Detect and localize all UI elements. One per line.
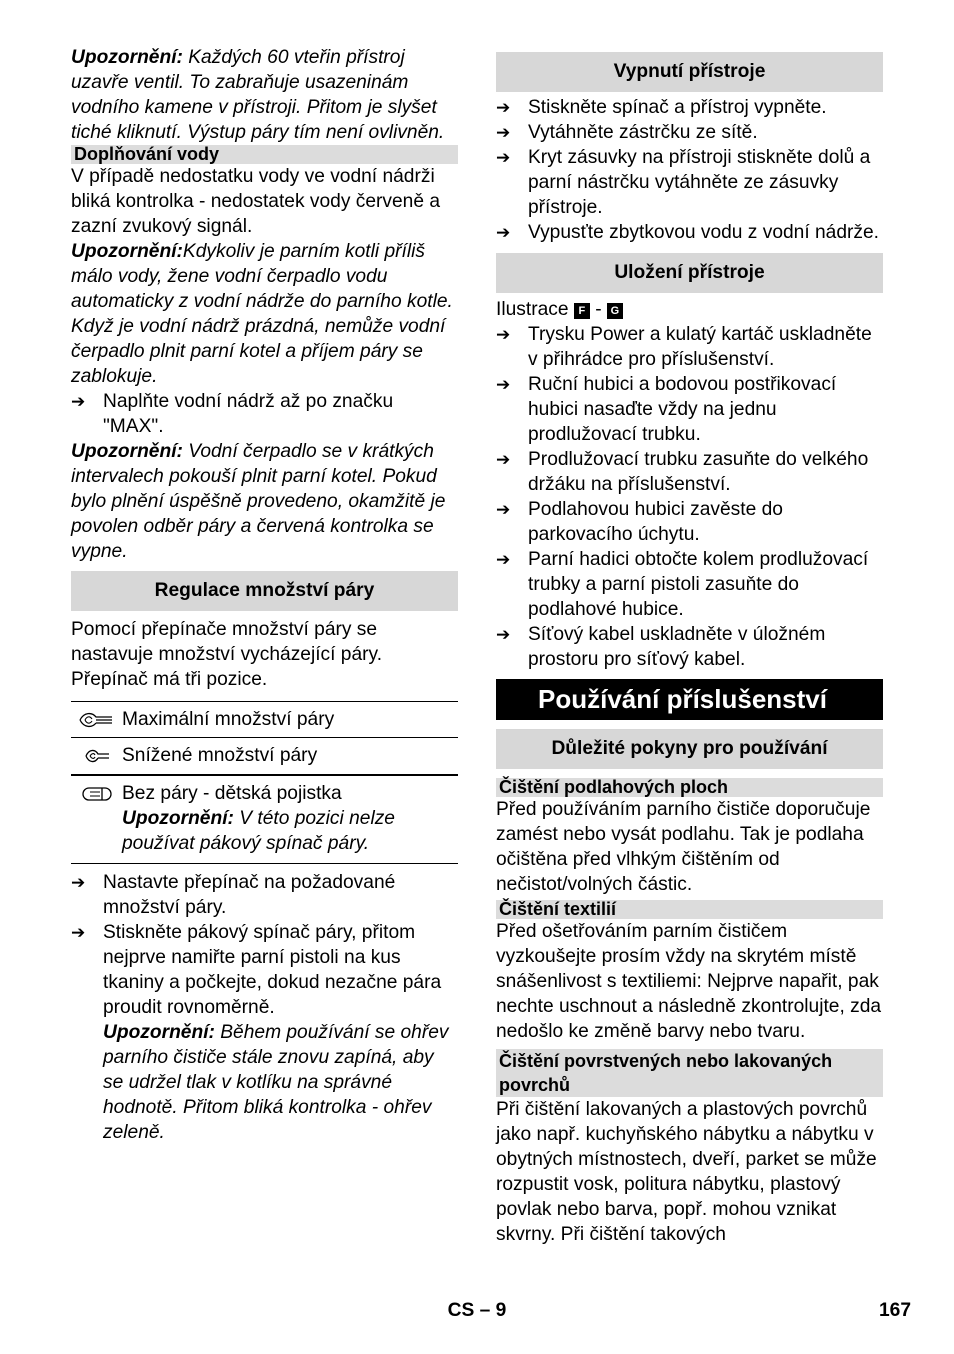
heading-important-notes: Důležité pokyny pro používání xyxy=(496,729,883,769)
arrow-icon: ➔ xyxy=(496,223,511,242)
arrow-icon: ➔ xyxy=(496,98,511,117)
illustration-dash: - xyxy=(595,299,602,320)
note-pump-retry xyxy=(71,439,458,564)
step-text: Stiskněte spínač a přístroj vypněte. xyxy=(528,97,827,118)
list-item xyxy=(496,497,883,547)
table-cell: Maximální množství páry xyxy=(122,709,335,730)
steam-settings-table xyxy=(71,701,458,864)
list-item xyxy=(496,95,883,120)
step-text: Ruční hubici a bodovou postřikovací hubici nasaďte vždy na jednu prodlužovací trubku. xyxy=(528,374,837,445)
note-text: Každých 60 vteřin přístroj uzavře ventil. To zabraňuje usazeninám vodního kamene v přístroji. Přitom je slyšet tiché kliknutí. Výstup páry tím není ovlivněn. xyxy=(71,47,445,143)
list-item xyxy=(496,547,883,622)
list-item xyxy=(496,447,883,497)
step-text: Podlahovou hubici zavěste do parkovacího úchytu. xyxy=(528,499,783,545)
step-text: Vytáhněte zástrčku ze sítě. xyxy=(528,122,758,143)
water-paragraph: V případě nedostatku vody ve vodní nádrži bliká kontrolka - nedostatek vody červeně a zazní zvukový signál. xyxy=(71,166,441,237)
step-text: Parní hadici obtočte kolem prodlužovací trubky a parní pistoli zasuňte do podlahové hubice. xyxy=(528,549,869,620)
list-item xyxy=(496,372,883,447)
note-text: Vodní čerpadlo se v krátkých intervalech pokouší plnit parní kotel. Pokud bylo plnění úspěšně provedeno, okamžitě je povolen odběr páry a červená kontrolka se vypne. xyxy=(71,441,446,562)
step-text: Síťový kabel uskladněte v úložném prostoru pro síťový kabel. xyxy=(528,624,826,670)
step-text: Kryt zásuvky na přístroji stiskněte dolů a parní nástrčku vytáhněte ze zásuvky přístroje. xyxy=(528,147,871,218)
arrow-icon: ➔ xyxy=(496,550,511,569)
note-text: V této pozici nelze používat pákový spínač páry. xyxy=(122,808,395,854)
note-text: Kdykoliv je parním kotli příliš málo vody, žene vodní čerpadlo vodu automaticky z vodní nádrže do parního kotle. Když je vodní nádrž prázdná, nemůže vodní čerpadlo plnit parní kotel a příjem páry se zablokuje. xyxy=(71,241,453,387)
step-text: Nastavte přepínač na požadované množství páry. xyxy=(103,872,396,918)
arrow-icon: ➔ xyxy=(496,375,511,394)
heading-steam-regulation: Regulace množství páry xyxy=(71,571,458,611)
arrow-icon: ➔ xyxy=(71,873,86,892)
table-cell xyxy=(122,781,458,856)
arrow-icon: ➔ xyxy=(71,392,86,411)
arrow-icon: ➔ xyxy=(496,450,511,469)
heading-storage: Uložení přístroje xyxy=(496,253,883,293)
step-text: Trysku Power a kulatý kartáč uskladněte v přihrádce pro příslušenství. xyxy=(528,324,872,370)
arrow-icon: ➔ xyxy=(496,625,511,644)
list-item xyxy=(496,145,883,220)
step-text: Naplňte vodní nádrž až po značku "MAX". xyxy=(103,391,394,437)
heading-accessories: Používání příslušenství xyxy=(496,679,883,720)
step-text: Prodlužovací trubku zasuňte do velkého držáku na příslušenství. xyxy=(528,449,869,495)
table-row xyxy=(71,737,458,774)
table-row xyxy=(71,774,458,863)
subheading-water-refill: Doplňování vody xyxy=(71,145,458,164)
list-item xyxy=(496,322,883,372)
max-steam-icon xyxy=(71,707,122,733)
note-text: Během používání se ohřev parního čističe stále znovu zapíná, aby se udržel tlak v kotlíku na správné hodnotě. Přitom bliká kontrolka - ohřev zeleně. xyxy=(103,1022,449,1143)
subheading-textile-cleaning: Čištění textilií xyxy=(496,900,883,919)
heading-switch-off: Vypnutí přístroje xyxy=(496,52,883,92)
coated-paragraph: Při čištění lakovaných a plastových povrchů jako např. kuchyňského nábytku a nábytku v obytných místnostech, dveří, parket se může rozpustit vosk, politura nábytku, plastový povlak nebo barva, popř. mohou vznikat skvrny. Při čištění takových xyxy=(496,1099,877,1245)
regulation-paragraph: Pomocí přepínače množství páry se nastavuje množství vycházející páry. Přepínač má tři pozice. xyxy=(71,619,383,690)
no-steam-childlock-icon xyxy=(71,781,122,807)
subheading-floor-cleaning: Čištění podlahových ploch xyxy=(496,778,883,797)
figure-f-icon: F xyxy=(574,303,590,319)
arrow-icon: ➔ xyxy=(71,923,86,942)
storage-steps-list xyxy=(496,322,883,672)
note-label: Upozornění: xyxy=(122,808,234,829)
step-text: Stiskněte pákový spínač páry, přitom nejprve namiřte parní pistoli na kus tkaniny a počkejte, dokud nezačne pára proudit rovnoměrně. xyxy=(103,922,442,1018)
arrow-icon: ➔ xyxy=(496,500,511,519)
note-label: Upozornění: xyxy=(71,47,183,68)
table-cell-text: Bez páry - dětská pojistka xyxy=(122,783,342,804)
note-valve xyxy=(71,45,458,145)
right-column xyxy=(496,52,883,1247)
list-item xyxy=(496,622,883,672)
arrow-icon: ➔ xyxy=(496,123,511,142)
step-press-lever xyxy=(71,920,458,1145)
figure-g-icon: G xyxy=(607,303,623,319)
off-steps-list xyxy=(496,95,883,245)
note-label: Upozornění: xyxy=(71,441,183,462)
table-row xyxy=(71,702,458,737)
note-label: Upozornění: xyxy=(71,241,183,262)
reduced-steam-icon xyxy=(71,743,122,769)
note-pump xyxy=(71,239,458,389)
subheading-coated-surfaces: Čištění povrstvených nebo lakovaných povrchů xyxy=(496,1049,883,1097)
arrow-icon: ➔ xyxy=(496,148,511,167)
footer-section-label: CS – 9 xyxy=(447,1300,507,1321)
step-set-switch xyxy=(71,870,458,920)
textile-paragraph: Před ošetřováním parním čističem vyzkoušejte prosím vždy na skrytém místě snášenlivost s textiliemi: Nejprve napařit, pak nechte uschnout a následně zkontrolujte, zda nedošlo ke změně barvy nebo tvaru. xyxy=(496,921,882,1042)
table-cell-note xyxy=(122,806,458,856)
table-cell: Snížené množství páry xyxy=(122,745,318,766)
arrow-icon: ➔ xyxy=(496,325,511,344)
left-column xyxy=(71,45,458,1145)
illustration-reference xyxy=(496,297,883,322)
list-item xyxy=(496,120,883,145)
list-item xyxy=(496,220,883,245)
illustration-label: Ilustrace xyxy=(496,299,569,320)
step-text: Vypusťte zbytkovou vodu z vodní nádrže. xyxy=(528,222,879,243)
floor-paragraph: Před používáním parního čističe doporučuje zamést nebo vysát podlahu. Tak je podlaha očištěna před vlhkým čištěním od nečistot/volných částic. xyxy=(496,799,871,895)
step-fill-tank xyxy=(71,389,458,439)
note-label: Upozornění: xyxy=(103,1022,215,1043)
page-number: 167 xyxy=(878,1300,911,1321)
note-heating xyxy=(103,1020,458,1145)
